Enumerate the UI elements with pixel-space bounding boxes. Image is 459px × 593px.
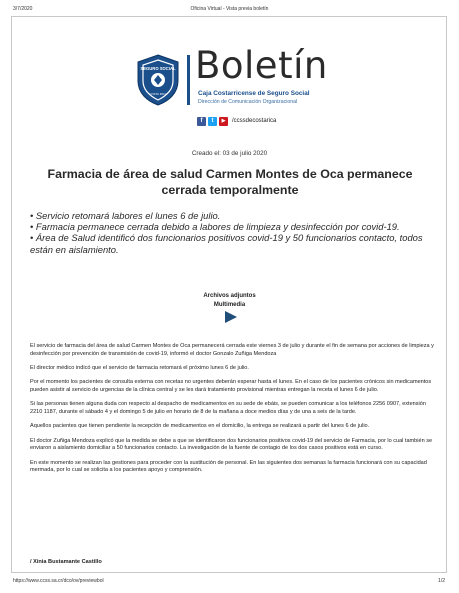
article-highlights [30, 210, 430, 255]
print-url: https://www.ccss.sa.cr/dco/ov/previewbol [13, 578, 104, 584]
multimedia-label: Multimedia [213, 301, 246, 308]
body-paragraph: El director médico indicó que el servicio de farmacia retomará el próximo lunes 6 de julio. [30, 364, 249, 371]
author-signature: / Xinia Bustamante Castillo [30, 559, 102, 565]
seal-label: SEGURO SOCIAL [140, 66, 176, 71]
body-paragraph: Por el momento los pacientes de consulta externa con recetas no urgentes deberán esperar hasta el lunes. En el caso de los pacientes crónicos sin medicamentos pueden asistir al servicio de urgencias de la clínica central y se les dará tratamiento provisional mientras entregan la receta el lunes 6 de julio. [30, 379, 432, 393]
print-date: 3/7/2020 [13, 6, 33, 12]
attachments-section [0, 292, 459, 309]
highlight-item: • Servicio retomará labores el lunes 6 de julio. [30, 210, 221, 221]
created-date: Creado el: 03 de julio 2020 [191, 150, 268, 157]
article-body [30, 343, 435, 482]
body-paragraph: El doctor Zuñiga Mendoza explicó que la medida se debe a que se identificaron dos funcionarios positivos covid-19 del servicio de Farmacia, por lo cual también se enviaron a aislamiento domiciliar a 50 funcionarios contacto. La investigación de la fuente de contagio de los dos casos positivos está en curso. [30, 437, 433, 452]
attachments-title: Archivos adjuntos [203, 293, 256, 299]
seal-sublabel: COSTA RICA [149, 92, 167, 96]
print-header [0, 6, 459, 16]
facebook-icon[interactable]: f [197, 117, 206, 126]
newsletter-title: Boletín [195, 44, 328, 87]
print-page-title: Oficina Virtual - Vista previa boletín [190, 6, 269, 12]
highlight-item: • Área de Salud identificó dos funcionarios positivos covid-19 y 50 funcionarios contacto, todos están en aislamiento. [30, 232, 423, 255]
twitter-icon[interactable]: t [208, 117, 217, 126]
article-headline: Farmacia de área de salud Carmen Montes de Oca permanece cerrada temporalmente [47, 167, 413, 197]
organization-name: Caja Costarricense de Seguro Social [198, 90, 310, 97]
brand-divider [187, 55, 190, 105]
body-paragraph: Aquellos pacientes que tienen pendiente la recepción de medicamentos en el domicilio, la entrega se realizará a partir del lunes 6 de julio. [30, 423, 370, 430]
department-name: Dirección de Comunicación Organizacional [198, 99, 298, 105]
body-paragraph: El servicio de farmacia del área de salud Carmen Montes de Oca permanecerá cerrada este viernes 3 de julio y durante el fin de semana por acciones de limpieza y desinfección por prevención de transmisión de covid-19, informó el doctor Gonzalo Zuñiga Mendoza [30, 343, 434, 357]
body-paragraph: Si las personas tienen alguna duda con respecto al despacho de medicamentos en su sede de ebáis, se pueden comunicar a los teléfonos 2256 0907, extensión 2210 1187, durante el sábado 4 y el domingo 5 de julio en horario de 8 de la mañana a doce medios días y de una a seis de la tarde. [30, 401, 426, 415]
body-paragraph: En este momento se realizan las gestiones para proceder con la sustitución de personal. En las siguientes dos semanas la farmacia funcionará con su capacidad mermada, por lo cual se solicita a los pacientes apoyo y comprensión. [30, 459, 427, 474]
print-footer [0, 578, 459, 588]
newsletter-brand [135, 33, 335, 133]
social-links [197, 116, 276, 126]
play-icon[interactable] [225, 311, 237, 323]
social-handle[interactable]: /ccssdecostarica [232, 118, 277, 124]
highlight-item: • Farmacia permanece cerrada debido a labores de limpieza y desinfección por covid-19. [30, 221, 400, 233]
page-number: 1/2 [438, 578, 445, 584]
youtube-icon[interactable]: ▶ [219, 117, 228, 126]
ccss-seal-logo [135, 53, 181, 107]
